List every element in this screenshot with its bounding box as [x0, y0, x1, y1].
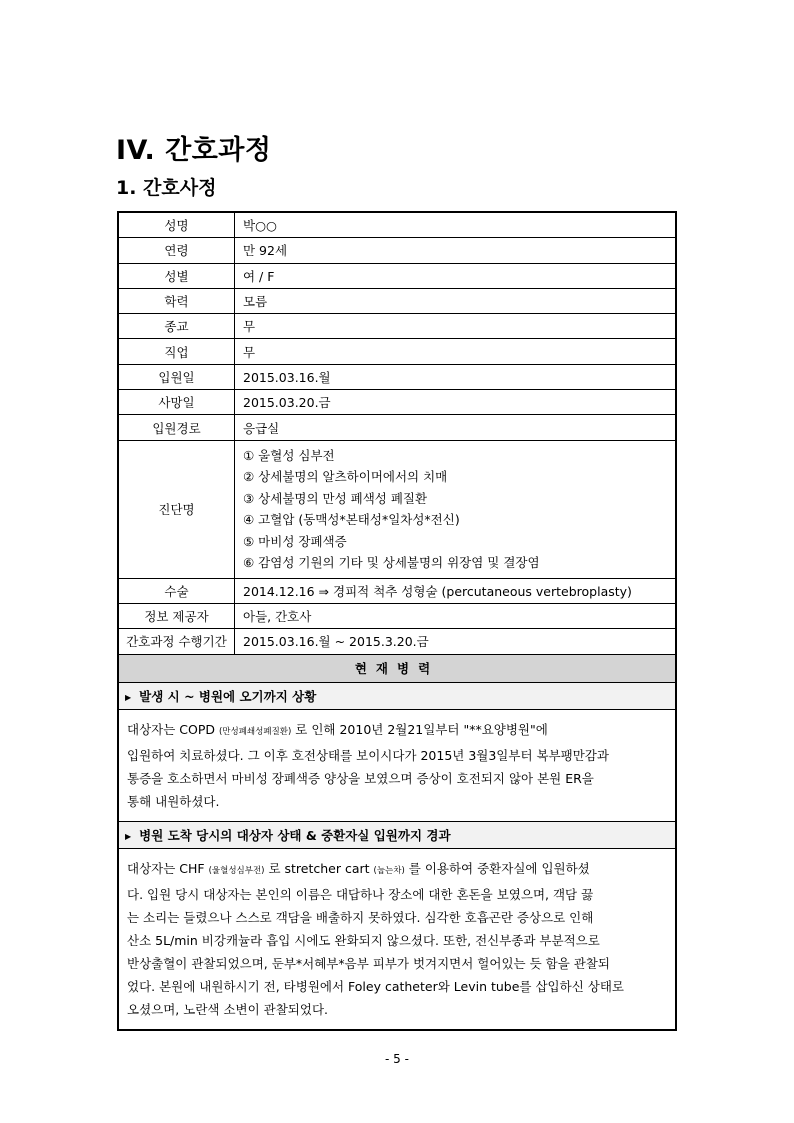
- table-row: [118, 238, 676, 263]
- history-subheader-row: [118, 682, 676, 709]
- row-label: 직업: [118, 339, 235, 364]
- table-row: [118, 263, 676, 288]
- section-title: IV. 간호과정: [116, 135, 272, 166]
- table-row: [118, 578, 676, 603]
- diagnosis-item: ④ 고혈압 (동맥성*본태성*일차성*전신): [243, 512, 460, 528]
- diagnosis-item: ③ 상세불명의 만성 폐색성 폐질환: [243, 490, 428, 506]
- table-row: [118, 314, 676, 339]
- row-label: 사망일: [118, 390, 235, 415]
- table-row: [118, 212, 676, 238]
- table-row: [118, 339, 676, 364]
- diagnosis-item: ② 상세불명의 알츠하이머에서의 치매: [243, 469, 448, 485]
- table-row: [118, 288, 676, 313]
- history-paragraph-row: [118, 848, 676, 1030]
- row-label: 수술: [118, 578, 235, 603]
- row-value: 2015.03.20.금: [235, 390, 677, 415]
- row-value: 만 92세: [235, 238, 677, 263]
- paragraph-line: 다. 입원 당시 대상자는 본인의 이름은 대답하나 장소에 대한 혼돈을 보였으며, 객담 끓: [127, 886, 594, 902]
- row-label: 입원경로: [118, 415, 235, 440]
- diagnosis-list: [235, 440, 677, 578]
- section1-title-text: 발생 시 ~ 병원에 오기까지 상황: [139, 688, 317, 704]
- paragraph-line: 통증을 호소하면서 마비성 장폐색증 양상을 보였으며 증상이 호전되지 않아 본원 ER을: [127, 770, 594, 786]
- paragraph-line: 는 소리는 들렸으나 스스로 객담을 배출하지 못하였다. 심각한 호흡곤란 증상으로 인해: [127, 909, 594, 925]
- row-value: 박○○: [235, 212, 677, 238]
- history-section1-title: [118, 682, 676, 709]
- diagnosis-item: ⑥ 감염성 기원의 기타 및 상세불명의 위장염 및 결장염: [243, 555, 540, 571]
- history-title: 현재병력: [118, 654, 676, 682]
- row-value: 아들, 간호사: [235, 603, 677, 628]
- history-section1-text: [118, 709, 676, 821]
- row-value: 무: [235, 314, 677, 339]
- paragraph-line: 었다. 본원에 내원하시기 전, 타병원에서 Foley catheter와 Levin tube를 삽입하신 상태로: [127, 978, 624, 994]
- paragraph-line: 입원하여 치료하셨다. 그 이후 호전상태를 보이시다가 2015년 3월3일부터 복부팽만감과: [127, 747, 609, 763]
- table-row-diagnosis: [118, 440, 676, 578]
- row-value: 2015.03.16.월 ~ 2015.3.20.금: [235, 629, 677, 654]
- row-label: 진단명: [118, 440, 235, 578]
- row-value: 무: [235, 339, 677, 364]
- paragraph-line: 산소 5L/min 비강캐뉼라 흡입 시에도 완화되지 않으셨다. 또한, 전신부종과 부분적으로: [127, 932, 600, 948]
- row-value: 응급실: [235, 415, 677, 440]
- row-label: 성명: [118, 212, 235, 238]
- table-row: [118, 364, 676, 389]
- paragraph-line: 통해 내원하셨다.: [127, 793, 220, 809]
- row-label: 연령: [118, 238, 235, 263]
- diagnosis-item: ⑤ 마비성 장폐색증: [243, 533, 347, 549]
- subsection-title: 1. 간호사정: [116, 177, 217, 199]
- page-number: - 5 -: [385, 1052, 409, 1066]
- row-label: 학력: [118, 288, 235, 313]
- diagnosis-item: ① 울혈성 심부전: [243, 447, 335, 463]
- table-row: [118, 603, 676, 628]
- table-row: [118, 390, 676, 415]
- row-value: 2014.12.16 ⇒ 경피적 척추 성형술 (percutaneous vertebroplasty): [235, 578, 677, 603]
- history-section2-title: [118, 821, 676, 848]
- row-value: 2015.03.16.월: [235, 364, 677, 389]
- nursing-assessment-table: [117, 211, 677, 1031]
- paragraph-line: 대상자는 CHF (울혈성심부전) 로 stretcher cart (눕는차) 를 이용하여 중환자실에 입원하셨: [127, 860, 590, 876]
- triangle-bullet-icon: ▶: [125, 831, 132, 841]
- history-subheader-row: [118, 821, 676, 848]
- row-label: 종교: [118, 314, 235, 339]
- history-header-row: [118, 654, 676, 682]
- table-row: [118, 629, 676, 654]
- row-label: 정보 제공자: [118, 603, 235, 628]
- paragraph-line: 반상출혈이 관찰되었으며, 둔부*서혜부*음부 피부가 벗겨지면서 헐어있는 듯 함을 관찰되: [127, 955, 610, 971]
- history-section2-text: [118, 848, 676, 1030]
- section2-title-text: 병원 도착 당시의 대상자 상태 & 중환자실 입원까지 경과: [139, 827, 451, 843]
- paragraph-line: 대상자는 COPD (만성폐쇄성폐질환) 로 인해 2010년 2월21일부터 "**요양병원"에: [127, 721, 548, 737]
- row-label: 간호과정 수행기간: [118, 629, 235, 654]
- row-value: 여 / F: [235, 263, 677, 288]
- paragraph-line: 오셨으며, 노란색 소변이 관찰되었다.: [127, 1001, 328, 1017]
- row-label: 입원일: [118, 364, 235, 389]
- table-row: [118, 415, 676, 440]
- row-label: 성별: [118, 263, 235, 288]
- triangle-bullet-icon: ▶: [125, 692, 132, 702]
- row-value: 모름: [235, 288, 677, 313]
- history-paragraph-row: [118, 709, 676, 821]
